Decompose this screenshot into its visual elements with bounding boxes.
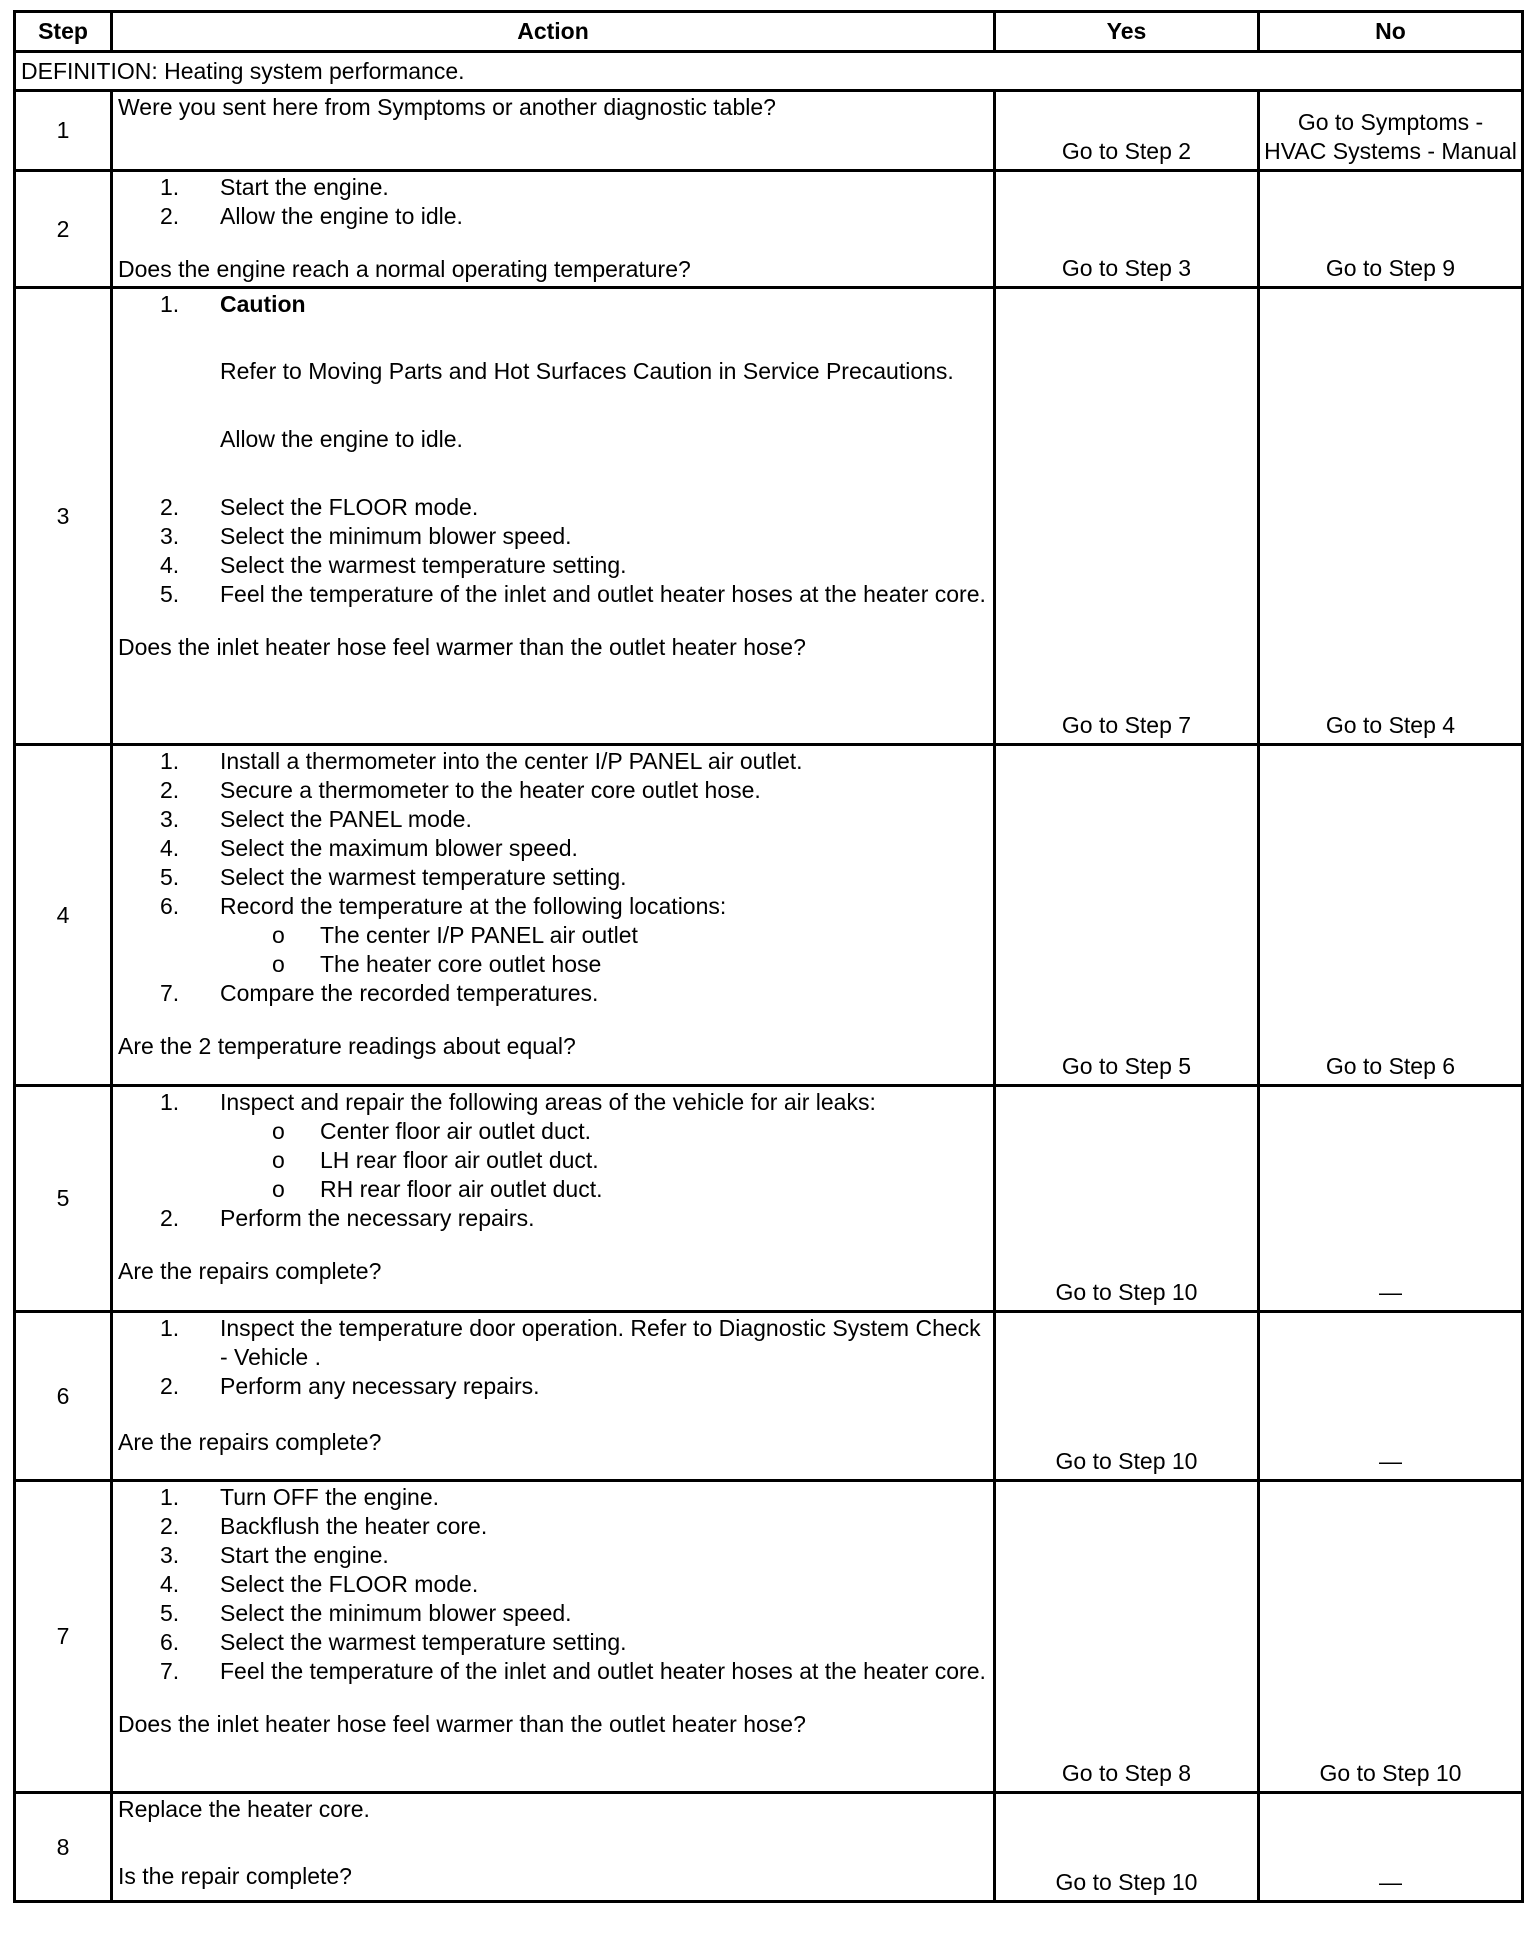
header-row	[15, 12, 1523, 52]
action-item: 3. Select the PANEL mode.	[160, 806, 472, 832]
item-number: 1.	[160, 291, 180, 317]
sub-item: o Center floor air outlet duct.	[272, 1118, 592, 1144]
diagnostic-table-sheet	[13, 10, 1524, 1903]
action-item: 2. Secure a thermometer to the heater core outlet hose.	[160, 777, 761, 803]
item-number: 6.	[160, 893, 180, 919]
action-item: 2. Perform the necessary repairs.	[160, 1205, 535, 1231]
no-cell: Go to Step 4	[1259, 288, 1523, 745]
caution-title: Caution	[220, 291, 306, 317]
yes-cell: Go to Step 5	[995, 745, 1259, 1086]
action-item: 2. Backflush the heater core.	[160, 1513, 488, 1539]
item-number: 5.	[160, 1600, 180, 1626]
question-text: Does the engine reach a normal operating temperature?	[118, 256, 691, 282]
action-cell	[112, 1481, 995, 1793]
action-item: 1. Turn OFF the engine.	[160, 1484, 440, 1510]
no-cell: Go to Step 6	[1259, 745, 1523, 1086]
item-number: 1.	[160, 174, 180, 200]
item-number: 2.	[160, 494, 180, 520]
step-number: 6	[15, 1312, 112, 1481]
yes-cell: Go to Step 2	[995, 91, 1259, 171]
action-item: 6. Record the temperature at the following locations: o The center I/P PANEL air outlet o The heater core outlet hose	[118, 892, 987, 979]
action-item: 2. Perform any necessary repairs.	[160, 1373, 540, 1399]
yes-cell: Go to Step 3	[995, 171, 1259, 288]
item-number: 5.	[160, 581, 180, 607]
action-list	[118, 1483, 987, 1686]
action-item: 6. Select the warmest temperature setting.	[160, 1629, 627, 1655]
no-cell: —	[1259, 1086, 1523, 1312]
table-row	[15, 1481, 1523, 1793]
header-step: Step	[15, 12, 112, 52]
no-cell: —	[1259, 1312, 1523, 1481]
bullet-icon: o	[272, 951, 285, 977]
question-text: Are the 2 temperature readings about equal?	[118, 1033, 576, 1059]
question-text: Are the repairs complete?	[118, 1429, 382, 1455]
step-number: 4	[15, 745, 112, 1086]
action-list	[118, 747, 987, 1008]
action-cell	[112, 91, 995, 171]
action-item: 1. Inspect the temperature door operation. Refer to Diagnostic System Check - Vehicle .	[160, 1315, 981, 1370]
action-item: 2. Select the FLOOR mode.	[160, 494, 479, 520]
action-list	[118, 290, 987, 609]
question-text: Are the repairs complete?	[118, 1258, 382, 1284]
table-row	[15, 288, 1523, 745]
question-text: Does the inlet heater hose feel warmer than the outlet heater hose?	[118, 1711, 806, 1737]
action-item: 1. Inspect and repair the following areas of the vehicle for air leaks: o Center floor air outlet duct. o LH rear floor air outlet duct. o RH rear floor air outlet duct.	[118, 1088, 987, 1204]
action-cell	[112, 745, 995, 1086]
action-item: 1. Install a thermometer into the center I/P PANEL air outlet.	[160, 748, 803, 774]
step-number: 1	[15, 91, 112, 171]
header-yes: Yes	[995, 12, 1259, 52]
yes-cell: Go to Step 10	[995, 1793, 1259, 1902]
step-number: 5	[15, 1086, 112, 1312]
item-number: 2.	[160, 1513, 180, 1539]
action-cell	[112, 288, 995, 745]
step-number: 7	[15, 1481, 112, 1793]
action-cell	[112, 1086, 995, 1312]
item-number: 1.	[160, 748, 180, 774]
table-row	[15, 745, 1523, 1086]
action-item: 1. Start the engine.	[160, 174, 389, 200]
sub-item: o The center I/P PANEL air outlet	[272, 922, 638, 948]
sub-list	[220, 921, 987, 979]
item-number: 3.	[160, 523, 180, 549]
action-cell	[112, 1312, 995, 1481]
item-number: 6.	[160, 1629, 180, 1655]
no-cell: Go to Symptoms - HVAC Systems - Manual	[1259, 91, 1523, 171]
no-cell: —	[1259, 1793, 1523, 1902]
yes-cell: Go to Step 7	[995, 288, 1259, 745]
yes-cell: Go to Step 10	[995, 1086, 1259, 1312]
action-item	[118, 290, 987, 454]
yes-cell: Go to Step 8	[995, 1481, 1259, 1793]
definition-row	[15, 52, 1523, 91]
table-row	[15, 1086, 1523, 1312]
no-cell: Go to Step 10	[1259, 1481, 1523, 1793]
action-item: 4. Select the maximum blower speed.	[160, 835, 578, 861]
item-number: 4.	[160, 1571, 180, 1597]
item-number: 3.	[160, 1542, 180, 1568]
sub-item: o LH rear floor air outlet duct.	[272, 1147, 599, 1173]
action-item: 3. Select the minimum blower speed.	[160, 523, 572, 549]
bullet-icon: o	[272, 922, 285, 948]
step-number: 3	[15, 288, 112, 745]
caution-text: Refer to Moving Parts and Hot Surfaces Caution in Service Precautions.	[220, 358, 954, 384]
item-number: 4.	[160, 552, 180, 578]
table-row	[15, 171, 1523, 288]
item-number: 7.	[160, 1658, 180, 1684]
definition-text: DEFINITION: Heating system performance.	[15, 52, 1523, 91]
table-row	[15, 91, 1523, 171]
action-item: 7. Feel the temperature of the inlet and outlet heater hoses at the heater core.	[160, 1658, 986, 1684]
action-item: 7. Compare the recorded temperatures.	[160, 980, 599, 1006]
action-item: 4. Select the FLOOR mode.	[160, 1571, 479, 1597]
step-number: 2	[15, 171, 112, 288]
item-number: 4.	[160, 835, 180, 861]
action-cell	[112, 171, 995, 288]
question-text: Does the inlet heater hose feel warmer than the outlet heater hose?	[118, 634, 806, 660]
question-text: Is the repair complete?	[118, 1863, 352, 1889]
item-number: 3.	[160, 806, 180, 832]
sub-item: o RH rear floor air outlet duct.	[272, 1176, 603, 1202]
bullet-icon: o	[272, 1176, 285, 1202]
action-item: 5. Select the minimum blower speed.	[160, 1600, 572, 1626]
item-number: 7.	[160, 980, 180, 1006]
item-number: 1.	[160, 1315, 180, 1341]
item-number: 1.	[160, 1089, 180, 1115]
no-cell: Go to Step 9	[1259, 171, 1523, 288]
item-number: 1.	[160, 1484, 180, 1510]
item-number: 2.	[160, 777, 180, 803]
question-text: Were you sent here from Symptoms or another diagnostic table?	[118, 94, 776, 120]
sub-list	[220, 1117, 987, 1204]
item-number: 5.	[160, 864, 180, 890]
action-item: 5. Feel the temperature of the inlet and outlet heater hoses at the heater core.	[160, 581, 986, 607]
table-row	[15, 1793, 1523, 1902]
item-number: 2.	[160, 1205, 180, 1231]
header-action: Action	[112, 12, 995, 52]
item-number: 2.	[160, 203, 180, 229]
action-item: 4. Select the warmest temperature setting.	[160, 552, 627, 578]
header-no: No	[1259, 12, 1523, 52]
action-text: Replace the heater core.	[118, 1796, 370, 1822]
action-list	[118, 1088, 987, 1233]
action-list	[118, 173, 987, 231]
sub-item: o The heater core outlet hose	[272, 951, 602, 977]
action-item: 3. Start the engine.	[160, 1542, 389, 1568]
caution-note: Allow the engine to idle.	[220, 426, 463, 452]
bullet-icon: o	[272, 1147, 285, 1173]
diagnostic-table	[13, 10, 1524, 1903]
yes-cell: Go to Step 10	[995, 1312, 1259, 1481]
action-item: 2. Allow the engine to idle.	[160, 203, 463, 229]
step-number: 8	[15, 1793, 112, 1902]
action-list	[118, 1314, 987, 1401]
bullet-icon: o	[272, 1118, 285, 1144]
action-item: 5. Select the warmest temperature setting.	[160, 864, 627, 890]
item-number: 2.	[160, 1373, 180, 1399]
action-cell	[112, 1793, 995, 1902]
table-row	[15, 1312, 1523, 1481]
